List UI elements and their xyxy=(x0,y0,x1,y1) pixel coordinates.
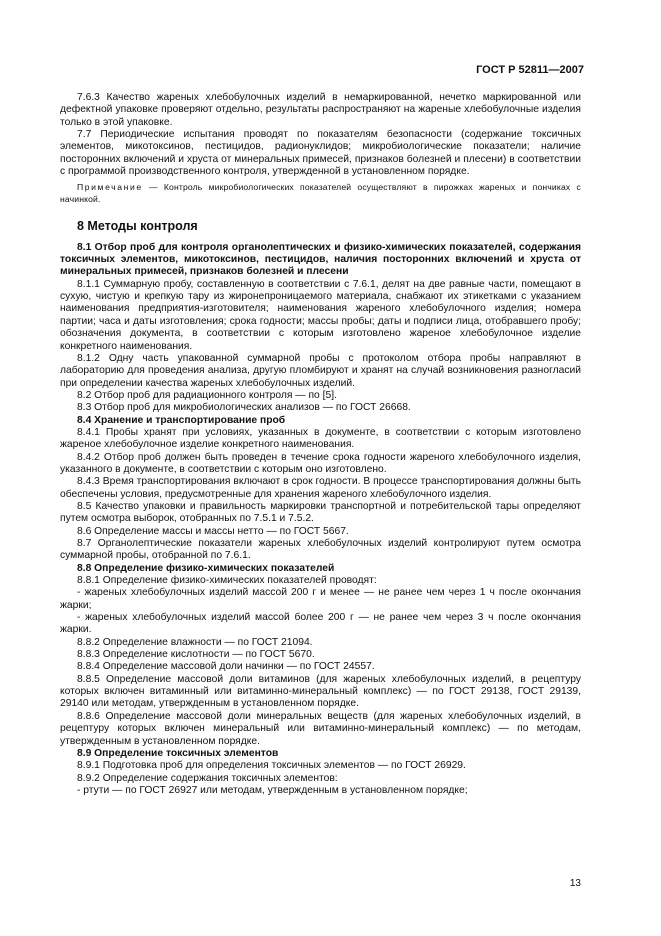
list-item-8-8-1-b: - жареных хлебобулочных изделий массой более 200 г — не ранее чем через 3 ч после окончания жарки. xyxy=(60,612,581,636)
page-body xyxy=(60,92,581,797)
paragraph-7-6-3: 7.6.3 Качество жареных хлебобулочных изделий в немаркированной, нечетко маркированной или дефектной упаковке проверяют отдельно, результаты распространяют на жареные хлебобулочные изделия только в этой упаковке. xyxy=(60,92,581,128)
paragraph-8-4-1: 8.4.1 Пробы хранят при условиях, указанных в документе, в соответствии с которым изготовлено жареное хлебобулочное изделие конкретного наименования. xyxy=(60,426,581,451)
paragraph-8-1: 8.1 Отбор проб для контроля органолептических и физико-химических показателей, содержания токсичных элементов, микотоксинов, пестицидов, наличия посторонних включений и хруста от минеральных примесей, признаков болезней и плесени xyxy=(60,241,581,278)
paragraph-8-8-2: 8.8.2 Определение влажности — по ГОСТ 21094. xyxy=(77,636,313,648)
paragraph-8-9: 8.9 Определение токсичных элементов xyxy=(77,747,279,759)
note-text: — Контроль микробиологических показателей осуществляют в пирожках жареных и пончиках с начинкой. xyxy=(60,182,581,204)
paragraph-8-4-3: 8.4.3 Время транспортирования включают в срок годности. В процессе транспортирования должны быть обеспечены условия, предусмотренные для хранения жареного хлебобулочного изделия. xyxy=(60,476,581,500)
paragraph-8-8-1: 8.8.1 Определение физико-химических показателей проводят: xyxy=(77,575,377,587)
paragraph-8-9-2: 8.9.2 Определение содержания токсичных элементов: xyxy=(77,772,338,784)
paragraph-8-4: 8.4 Хранение и транспортирование проб xyxy=(77,414,286,426)
paragraph-8-5: 8.5 Качество упаковки и правильность маркировки транспортной и потребительской тары определяют путем осмотра выборок, отобранных по 7.5.1 и 7.5.2. xyxy=(60,500,581,525)
paragraph-7-7: 7.7 Периодические испытания проводят по показателям безопасности (содержание токсичных элементов, микотоксинов, пестицидов, радионуклидов; микробиологические показатели; наличие посторонних включений и хруста от минеральных примесей, признаков болезней и плесени) в соответствии с программой производственного контроля, утвержденной в установленном порядке. xyxy=(60,129,581,178)
page-number: 13 xyxy=(569,878,581,889)
paragraph-8-3: 8.3 Отбор проб для микробиологических анализов — по ГОСТ 26668. xyxy=(77,402,411,414)
paragraph-8-6: 8.6 Определение массы и массы нетто — по ГОСТ 5667. xyxy=(77,525,349,537)
paragraph-8-8-5: 8.8.5 Определение массовой доли витаминов (для жареных хлебобулочных изделий, в рецептуру которых включен витаминный или витаминно-минеральный комплекс) — по ГОСТ 29138, ГОСТ 29139, 29140 или методам, утвержденным в установленном порядке. xyxy=(60,673,581,710)
note-label: Примечание xyxy=(77,182,143,193)
paragraph-8-8-4: 8.8.4 Определение массовой доли начинки — по ГОСТ 24557. xyxy=(77,661,375,673)
list-item-8-8-1-a: - жареных хлебобулочных изделий массой 200 г и менее — не ранее чем через 1 ч после окончания жарки; xyxy=(60,587,581,611)
list-item-8-9-2-a: - ртути — по ГОСТ 26927 или методам, утвержденным в установленном порядке; xyxy=(77,784,468,796)
paragraph-8-4-2: 8.4.2 Отбор проб должен быть проведен в течение срока годности жареного хлебобулочного изделия, указанного в документе, в соответствии с которым оно изготовлено. xyxy=(60,451,581,475)
paragraph-8-9-1: 8.9.1 Подготовка проб для определения токсичных элементов — по ГОСТ 26929. xyxy=(77,760,466,772)
paragraph-8-8-3: 8.8.3 Определение кислотности — по ГОСТ 5670. xyxy=(77,649,315,661)
section-8-title: 8 Методы контроля xyxy=(77,219,198,234)
note xyxy=(60,182,581,205)
paragraph-8-1-2: 8.1.2 Одну часть упакованной суммарной пробы с протоколом отбора пробы направляют в лабораторию для проведения анализа, другую пломбируют и хранят на случай возникновения разногласий при определении качества жареных хлебобулочных изделий. xyxy=(60,352,581,389)
paragraph-8-1-1: 8.1.1 Суммарную пробу, составленную в соответствии с 7.6.1, делят на две равные части, помещают в сухую, чистую и крепкую тару из жиронепроницаемого материала, снабжают их этикетками с указанием наименования предприятия-изготовителя; наименования жареного хлебобулочного изделия; номера партии; часа и даты изготовления; срока годности; массы пробы; даты и подписи лица, отобравшего пробу; обозначения документа, в соответствии с которым изготовлено жареное хлебобулочное изделие конкретного наименования. xyxy=(60,278,581,352)
paragraph-8-2: 8.2 Отбор проб для радиационного контроля — по [5]. xyxy=(77,389,337,401)
document-id: ГОСТ Р 52811—2007 xyxy=(476,64,584,76)
paragraph-8-7: 8.7 Органолептические показатели жареных хлебобулочных изделий контролируют путем осмотра суммарной пробы, отобранной по 7.6.1. xyxy=(60,538,581,562)
paragraph-8-8-6: 8.8.6 Определение массовой доли минеральных веществ (для жареных хлебобулочных изделий, в рецептуру которых включен минеральный или витаминно-минеральный комплекс) — по методам, утвержденным в установленном порядке. xyxy=(60,710,581,747)
paragraph-8-8: 8.8 Определение физико-химических показателей xyxy=(77,562,335,574)
